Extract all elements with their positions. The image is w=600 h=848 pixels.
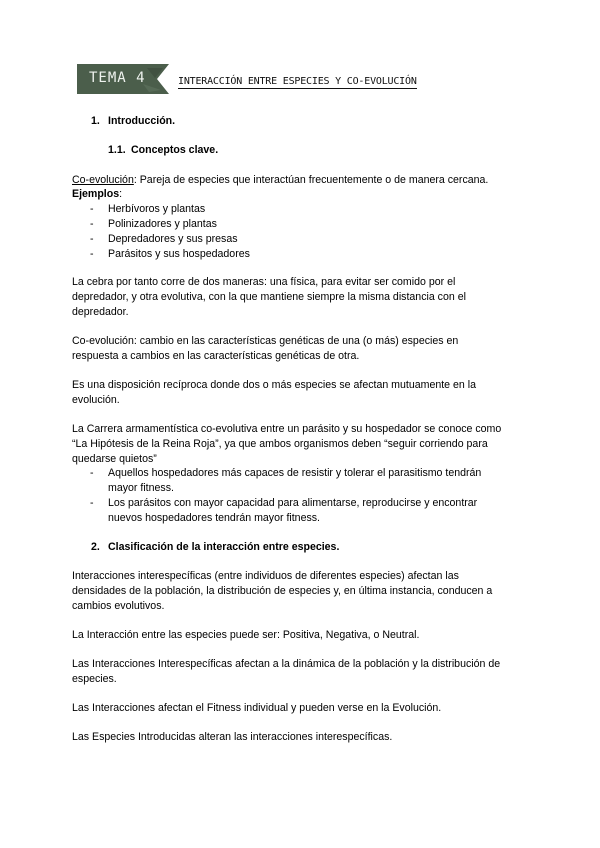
paragraph-line: depredador, y otra evolutiva, con la que mantiene siempre la misma distancia con el <box>72 291 466 303</box>
subsection-number: 1.1. <box>108 144 126 156</box>
tema-banner <box>77 64 169 94</box>
list-item-continuation: mayor fitness. <box>108 482 174 494</box>
list-bullet: - <box>90 233 94 245</box>
list-item-continuation: nuevos hospedadores tendrán mayor fitness. <box>108 512 321 524</box>
list-item: Polinizadores y plantas <box>108 218 217 230</box>
paragraph-line: especies. <box>72 673 117 685</box>
paragraph-line: La Interacción entre las especies puede ser: Positiva, Negativa, o Neutral. <box>72 629 420 641</box>
paragraph-line: Las Interacciones afectan el Fitness individual y pueden verse en la Evolución. <box>72 702 442 714</box>
paragraph-line: evolución. <box>72 394 120 406</box>
paragraph-line: respuesta a cambios en las características genéticas de otra. <box>72 350 360 362</box>
list-bullet: - <box>90 467 94 479</box>
subsection-heading: Conceptos clave. <box>131 144 219 156</box>
paragraph-line: La Carrera armamentística co-evolutiva entre un parásito y su hospedador se conoce como <box>72 423 502 435</box>
paragraph-line: Las Especies Introducidas alteran las interacciones interespecíficas. <box>72 731 393 743</box>
paragraph-line: Es una disposición recíproca donde dos o más especies se afectan mutuamente en la <box>72 379 476 391</box>
section1-heading: Introducción. <box>108 115 176 127</box>
section1-number: 1. <box>91 115 100 127</box>
list-item: Herbívoros y plantas <box>108 203 206 215</box>
list-item: Aquellos hospedadores más capaces de resistir y tolerar el parasitismo tendrán <box>108 467 482 479</box>
coevolucion-def-text: : Pareja de especies que interactúan frecuentemente o de manera cercana. <box>133 174 489 186</box>
paragraph-line: Las Interacciones Interespecíficas afectan a la dinámica de la población y la distribución de <box>72 658 501 670</box>
coevolucion-definition <box>72 173 488 188</box>
paragraph-line: depredador. <box>72 306 129 318</box>
paragraph-line: La cebra por tanto corre de dos maneras: una física, para evitar ser comido por el <box>72 276 456 288</box>
list-item: Parásitos y sus hospedadores <box>108 248 250 260</box>
coevolucion-term: Co-evolución <box>72 174 134 186</box>
paragraph-line: cambios evolutivos. <box>72 600 165 612</box>
paragraph-line: Interacciones interespecíficas (entre individuos de diferentes especies) afectan las <box>72 570 459 582</box>
tema-label: TEMA 4 <box>89 70 146 86</box>
list-item: Depredadores y sus presas <box>108 233 238 245</box>
paragraph-line: “La Hipótesis de la Reina Roja”, ya que ambos organismos deben “seguir corriendo para <box>72 438 488 450</box>
list-item: Los parásitos con mayor capacidad para alimentarse, reproducirse y encontrar <box>108 497 478 509</box>
paragraph-line: quedarse quietos” <box>72 453 157 465</box>
page-title: INTERACCIÓN ENTRE ESPECIES Y CO-EVOLUCIÓN <box>178 76 417 87</box>
list-bullet: - <box>90 248 94 260</box>
ejemplos-label: Ejemplos: <box>72 188 123 200</box>
paragraph-line: Co-evolución: cambio en las características genéticas de una (o más) especies en <box>72 335 459 347</box>
section2-number: 2. <box>91 541 100 553</box>
section2-heading: Clasificación de la interacción entre especies. <box>108 541 340 553</box>
list-bullet: - <box>90 497 94 509</box>
paragraph-line: densidades de la población, la distribución de especies y, en última instancia, conducen a <box>72 585 493 597</box>
list-bullet: - <box>90 218 94 230</box>
list-bullet: - <box>90 203 94 215</box>
